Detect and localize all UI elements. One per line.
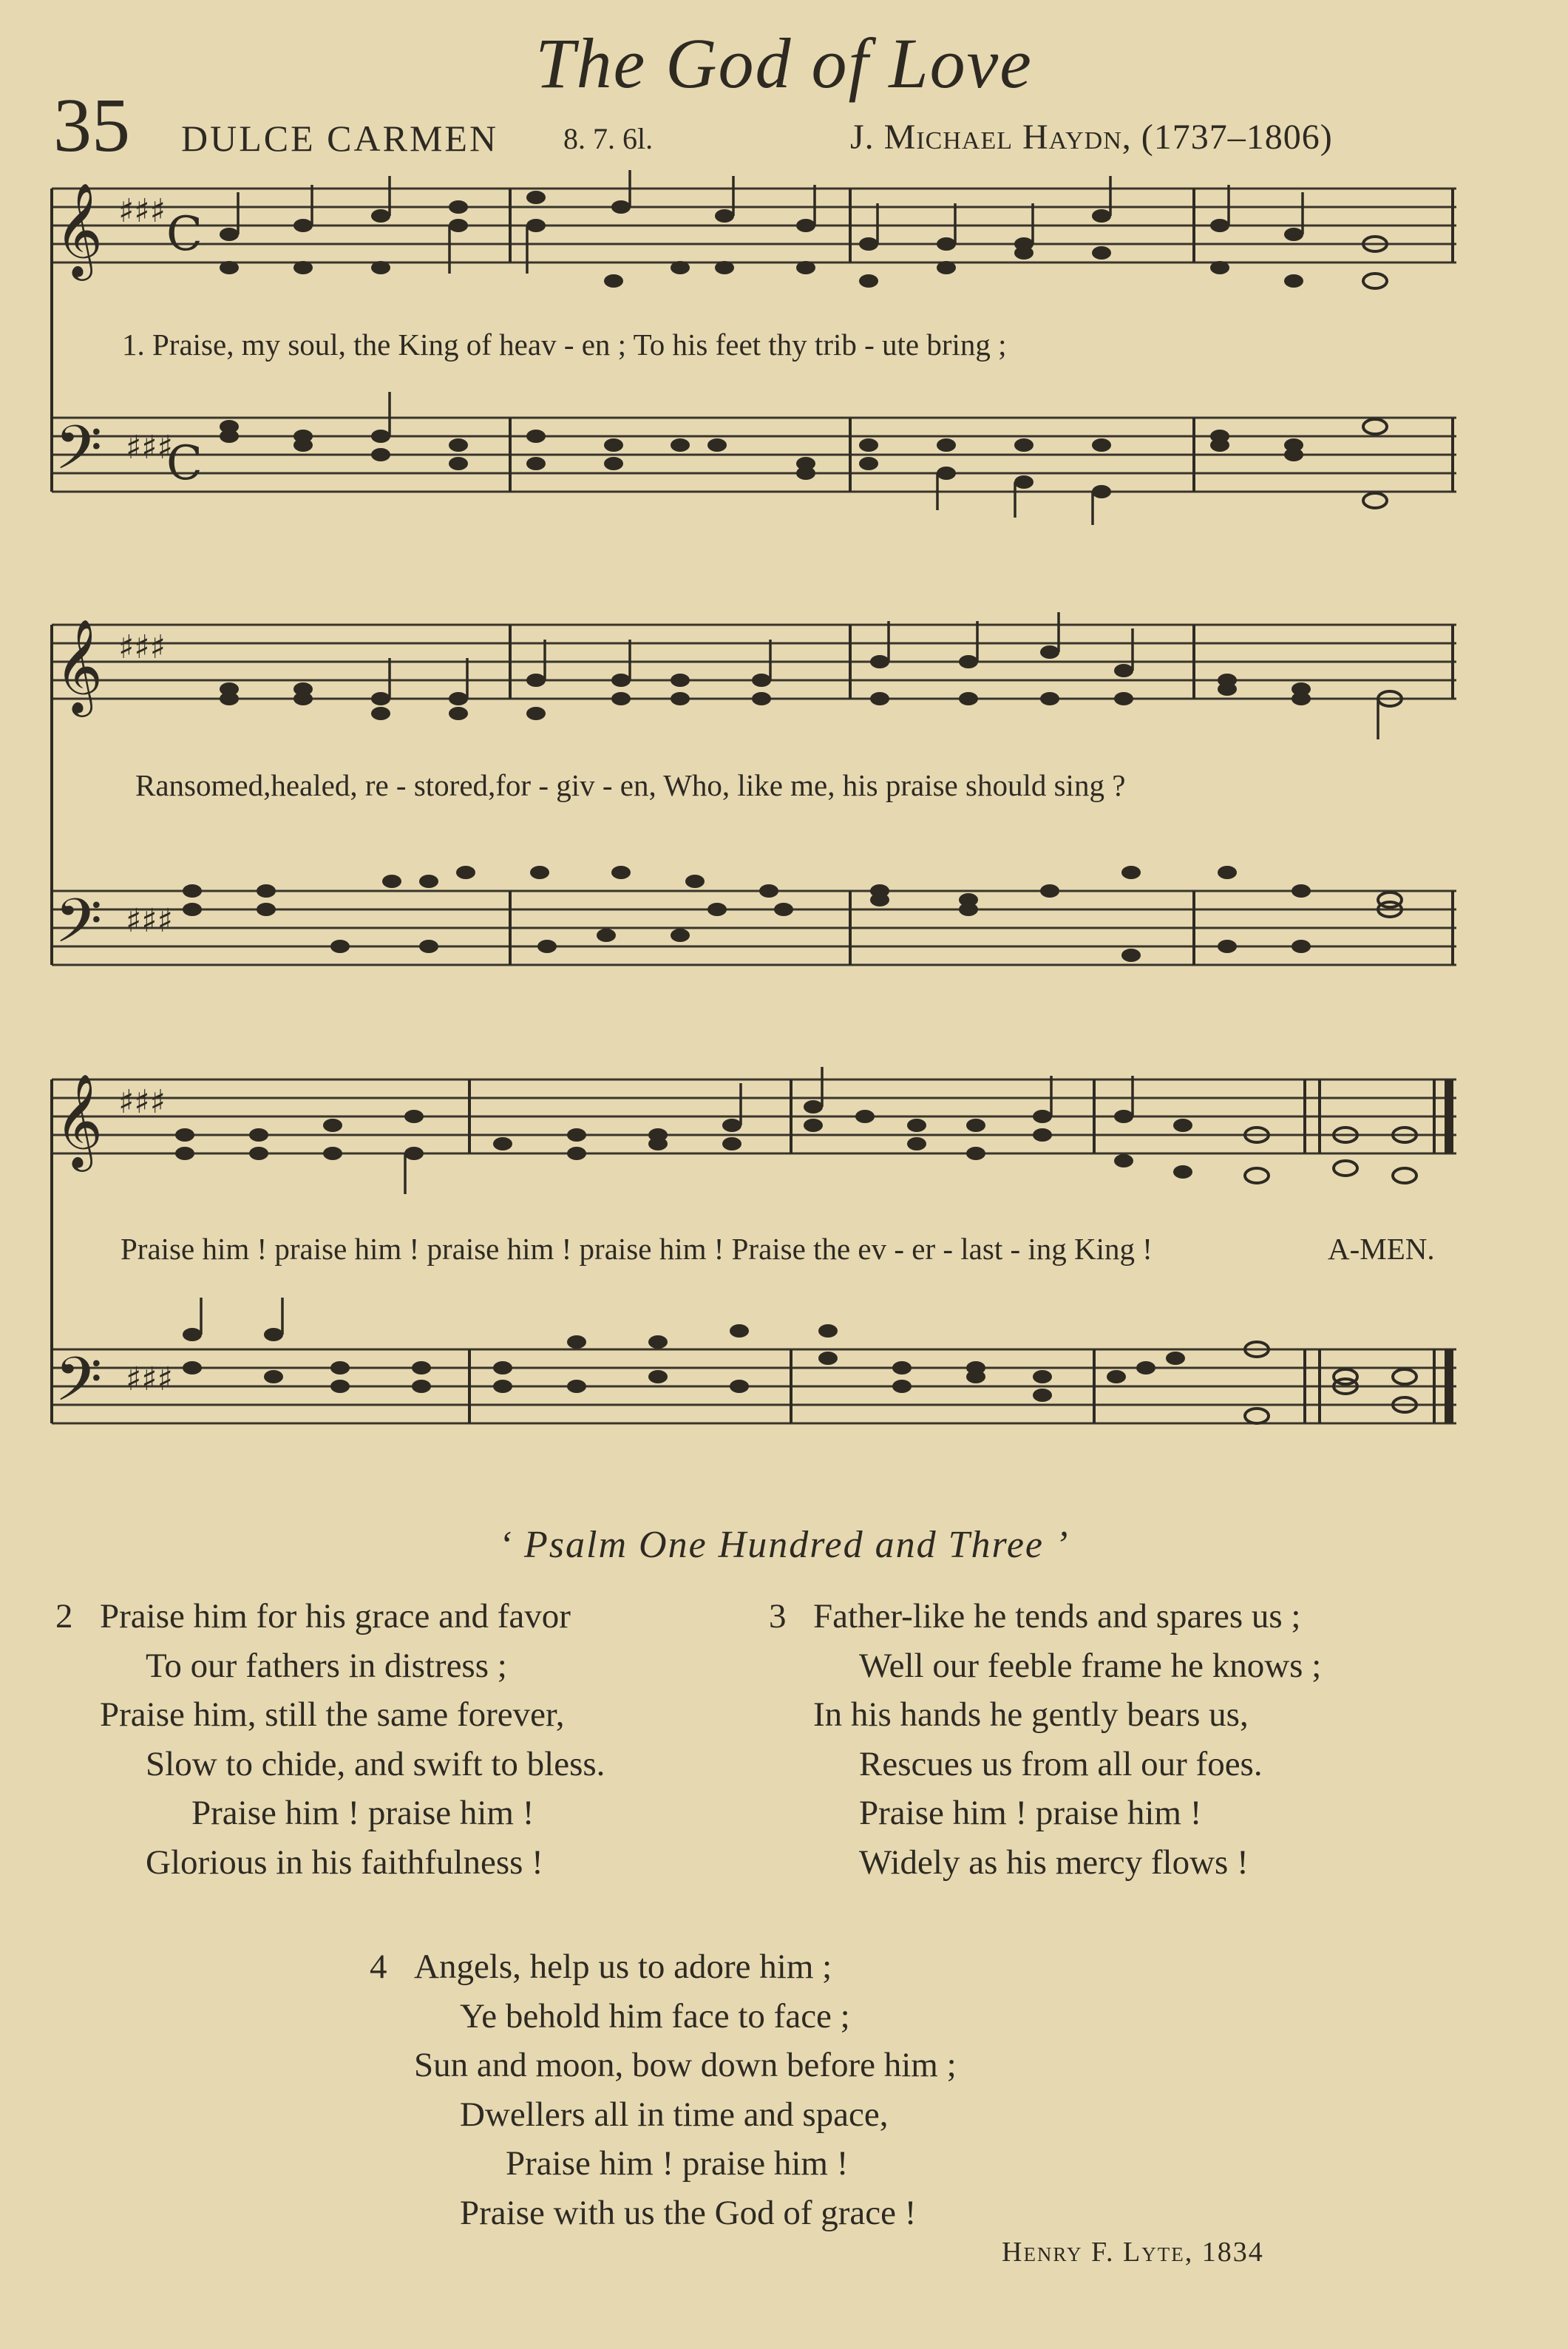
- author-credit: Henry F. Lyte, 1834: [1002, 2237, 1264, 2268]
- stanza-number: 4: [370, 1948, 387, 1986]
- composer: J. Michael Haydn, (1737–1806): [850, 118, 1333, 157]
- time-signature-icon: C: [166, 436, 203, 491]
- stanza-3: [769, 1592, 1552, 1887]
- lyric-line-1: 1. Praise, my soul, the King of heav - en ; To his feet thy trib - ute bring ;: [122, 328, 1007, 362]
- stanza-line: Ye behold him face to face ;: [460, 1996, 850, 2036]
- stanza-line: In his hands he gently bears us,: [813, 1695, 1249, 1734]
- bass-clef-icon: 𝄢: [55, 412, 103, 498]
- bass-notes: [220, 392, 1387, 525]
- amen-label: A-MEN.: [1328, 1232, 1435, 1266]
- tune-name: DULCE CARMEN: [181, 118, 499, 159]
- hymn-title: The God of Love: [535, 24, 1033, 103]
- stanza-line: Praise him ! praise him !: [506, 2144, 849, 2183]
- psalm-title: ‘ Psalm One Hundred and Three ’: [498, 1524, 1070, 1566]
- bass-clef-icon: 𝄢: [55, 1343, 103, 1430]
- bass-staff: [52, 891, 1456, 965]
- stanza-line: Widely as his mercy flows !: [859, 1843, 1249, 1882]
- time-signature-icon: C: [166, 207, 203, 262]
- treble-notes: [175, 1067, 1416, 1194]
- treble-staff: [52, 625, 1456, 699]
- stanza-line: Praise him ! praise him !: [191, 1794, 534, 1832]
- treble-staff: [52, 189, 1456, 262]
- stanza-line: Angels, help us to adore him ;: [414, 1948, 832, 1986]
- key-signature-icon: ♯♯♯: [118, 1083, 166, 1121]
- stanza-number: 2: [55, 1597, 73, 1636]
- stanza-line: Praise him ! praise him !: [859, 1794, 1202, 1832]
- stanza-line: Dwellers all in time and space,: [460, 2095, 889, 2134]
- treble-clef-icon: 𝄞: [55, 618, 103, 713]
- stanza-line: To our fathers in distress ;: [146, 1646, 507, 1685]
- stanza-line: Father-like he tends and spares us ;: [813, 1597, 1301, 1636]
- hymn-number: 35: [53, 83, 130, 168]
- lyric-line-2: Ransomed,healed, re - stored,for - giv - en, Who, like me, his praise should sing ?: [135, 768, 1126, 802]
- meter: 8. 7. 6l.: [563, 122, 654, 155]
- stanza-line: Praise him for his grace and favor: [100, 1597, 571, 1636]
- treble-clef-icon: 𝄞: [55, 182, 103, 277]
- stanza-number: 3: [769, 1597, 787, 1636]
- bass-staff: [52, 418, 1456, 492]
- stanza-2: [55, 1592, 765, 1887]
- lyric-line-3: Praise him ! praise him ! praise him ! praise him ! Praise the ev - er - last - ing King !: [121, 1232, 1153, 1266]
- stanza-line: Glorious in his faithfulness !: [146, 1843, 543, 1882]
- stanza-line: Well our feeble frame he knows ;: [859, 1646, 1322, 1685]
- stanza-line: Slow to chide, and swift to bless.: [146, 1744, 605, 1783]
- key-signature-icon: ♯♯♯: [118, 192, 166, 230]
- stanza-line: Praise him, still the same forever,: [100, 1695, 565, 1734]
- key-signature-icon: ♯♯♯: [126, 429, 173, 467]
- key-signature-icon: ♯♯♯: [126, 902, 173, 940]
- treble-staff: [52, 1079, 1456, 1153]
- bass-clef-icon: 𝄢: [55, 885, 103, 972]
- stanza-line: Rescues us from all our foes.: [859, 1744, 1263, 1783]
- key-signature-icon: ♯♯♯: [118, 628, 166, 666]
- stanza-line: Sun and moon, bow down before him ;: [414, 2046, 957, 2084]
- treble-clef-icon: 𝄞: [55, 1073, 103, 1167]
- treble-notes: [220, 612, 1402, 739]
- key-signature-icon: ♯♯♯: [126, 1360, 173, 1398]
- stanza-line: Praise with us the God of grace !: [460, 2193, 917, 2232]
- stanza-4: [370, 1942, 1183, 2237]
